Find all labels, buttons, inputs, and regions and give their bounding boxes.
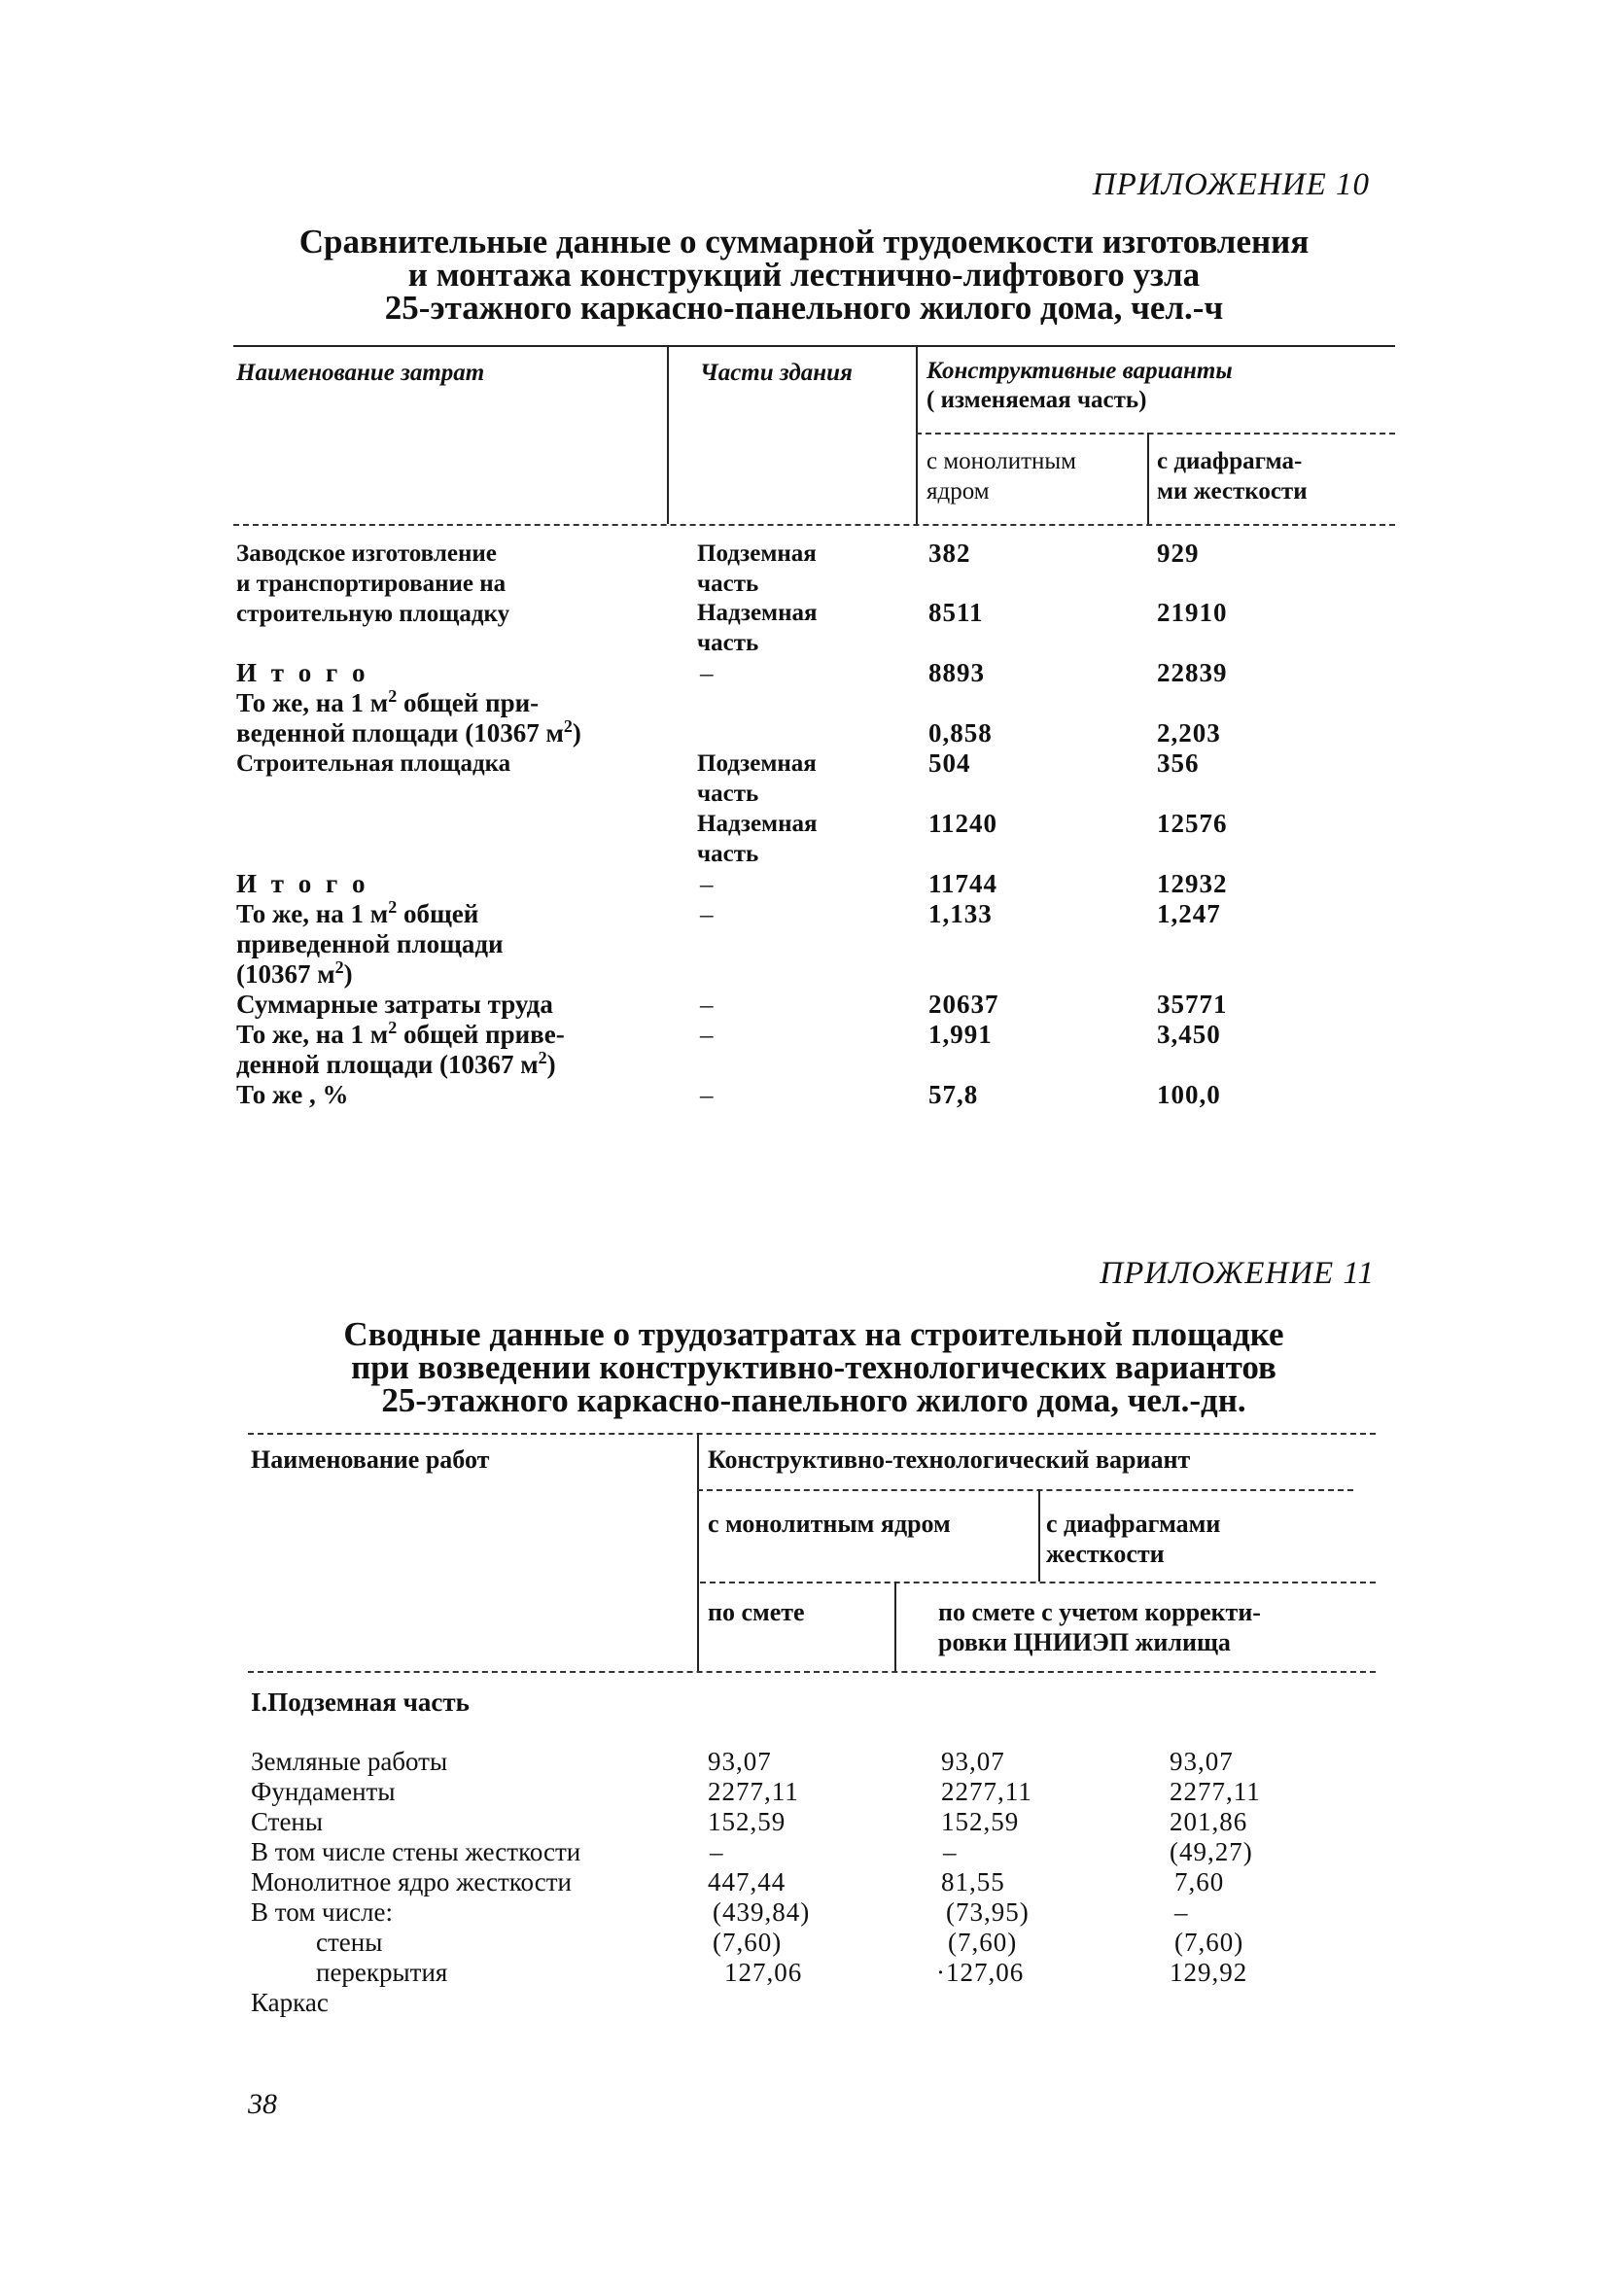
row-value-diaphragm: 129,92 bbox=[1170, 1958, 1248, 1987]
header-subrule bbox=[700, 1582, 1376, 1583]
row-value-estimate-corrected: ·127,06 bbox=[936, 1958, 1025, 1987]
row-part: – bbox=[700, 869, 714, 898]
row-name: Каркас bbox=[251, 1988, 329, 2017]
row-part: Надземная часть bbox=[697, 811, 818, 867]
row-name: Заводское изготовление и транспортирование на строительную площадку bbox=[236, 540, 510, 627]
row-name: То же, на 1 $м^2$ общей приведенной площади (10367 $м^2$) bbox=[236, 897, 504, 989]
row-value-diaphragm: – bbox=[1174, 1897, 1188, 1927]
row-value-estimate: – bbox=[710, 1837, 723, 1866]
header-monolith: с монолитным ядром bbox=[926, 448, 1076, 504]
row-value-monolith: 504 bbox=[928, 748, 971, 778]
table-top-rule bbox=[233, 345, 1395, 347]
row-value-monolith: 11240 bbox=[928, 809, 998, 838]
row-name: перекрытия bbox=[316, 1958, 448, 1987]
header-diaphragm: с диафрагма- ми жесткости bbox=[1157, 448, 1308, 504]
column-divider bbox=[1038, 1489, 1040, 1582]
column-divider bbox=[697, 1433, 699, 1671]
row-name: То же, на 1 $м^2$ общей при- веденной площади (10367 $м^2$) bbox=[236, 686, 581, 748]
column-divider bbox=[894, 1582, 896, 1671]
appendix-10-label: ПРИЛОЖЕНИЕ 10 bbox=[1092, 167, 1370, 202]
row-name: В том числе стены жесткости bbox=[251, 1837, 581, 1866]
row-value-estimate-corrected: 81,55 bbox=[941, 1867, 1005, 1896]
row-value-diaphragm: 201,86 bbox=[1170, 1807, 1248, 1836]
title-line: Сводные данные о трудозатратах на строительной площадке bbox=[343, 1315, 1284, 1353]
row-value-monolith: 1,133 bbox=[928, 899, 993, 928]
row-value-estimate-corrected: 93,07 bbox=[941, 1747, 1005, 1776]
title-line: 25-этажного каркасно-панельного жилого дома, чел.-ч bbox=[384, 289, 1224, 327]
row-value-monolith: 8893 bbox=[928, 658, 985, 687]
row-value-estimate: (439,84) bbox=[713, 1897, 811, 1927]
row-value-estimate: (7,60) bbox=[713, 1928, 783, 1957]
row-part: – bbox=[700, 1080, 714, 1109]
row-value-diaphragm: (7,60) bbox=[1174, 1928, 1244, 1957]
row-name: стены bbox=[316, 1928, 383, 1957]
row-value-diaphragm: 12932 bbox=[1157, 869, 1228, 898]
row-value-estimate-corrected: 152,59 bbox=[941, 1807, 1020, 1836]
appendix-10-title bbox=[194, 223, 1414, 327]
row-part: – bbox=[700, 899, 714, 928]
row-value-estimate-corrected: – bbox=[943, 1837, 957, 1866]
header-variants-sub: ( изменяемая часть) bbox=[926, 387, 1147, 413]
header-variants: Конструктивные варианты bbox=[926, 358, 1233, 384]
column-divider bbox=[1147, 433, 1149, 524]
row-value-diaphragm: 22839 bbox=[1157, 658, 1228, 687]
header-variant: Конструктивно-технологический вариант bbox=[708, 1445, 1191, 1474]
row-value-monolith: 57,8 bbox=[928, 1080, 979, 1109]
section-heading: I.Подземная часть bbox=[251, 1687, 470, 1717]
row-value-diaphragm: 2277,11 bbox=[1170, 1777, 1261, 1806]
row-value-diaphragm: 3,450 bbox=[1157, 1020, 1221, 1049]
row-value-diaphragm: (49,27) bbox=[1170, 1837, 1253, 1866]
column-divider bbox=[916, 345, 918, 524]
row-name: То же, на 1 $м^2$ общей приве- денной площади (10367 $м^2$) bbox=[236, 1018, 565, 1079]
row-name: И т о г о bbox=[236, 869, 369, 898]
row-part: – bbox=[700, 1020, 714, 1049]
header-name: Наименование затрат bbox=[236, 360, 485, 386]
row-part: – bbox=[700, 990, 714, 1019]
row-value-diaphragm: 21910 bbox=[1157, 598, 1228, 627]
row-value-estimate-corrected: (73,95) bbox=[946, 1897, 1030, 1927]
row-value-estimate: 93,07 bbox=[708, 1747, 772, 1776]
header-subrule bbox=[916, 433, 1395, 435]
header-bottom-rule bbox=[233, 524, 1395, 526]
row-name: В том числе: bbox=[251, 1897, 393, 1927]
header-parts: Части здания bbox=[700, 360, 853, 386]
row-value-monolith: 1,991 bbox=[928, 1020, 993, 1049]
table-top-rule bbox=[248, 1433, 1376, 1435]
header-by-estimate: по смете bbox=[708, 1598, 805, 1626]
row-name: Фундаменты bbox=[251, 1777, 396, 1806]
title-line: Сравнительные данные о суммарной трудоемкости изготовления bbox=[298, 223, 1310, 261]
header-name: Наименование работ bbox=[251, 1445, 490, 1474]
row-value-estimate: 127,06 bbox=[724, 1958, 803, 1987]
appendix-11-label: ПРИЛОЖЕНИЕ 11 bbox=[1100, 1256, 1375, 1291]
row-name: Монолитное ядро жесткости bbox=[251, 1867, 572, 1896]
row-value-estimate-corrected: 2277,11 bbox=[941, 1777, 1032, 1806]
row-value-monolith: 382 bbox=[928, 539, 971, 568]
row-name: И т о г о bbox=[236, 658, 369, 687]
title-line: при возведении конструктивно-технологических вариантов bbox=[351, 1348, 1276, 1386]
row-value-diaphragm: 100,0 bbox=[1157, 1080, 1221, 1109]
row-name: Суммарные затраты труда bbox=[236, 990, 553, 1019]
appendix-11-title bbox=[204, 1315, 1423, 1419]
row-value-diaphragm: 356 bbox=[1157, 748, 1200, 778]
row-part: Подземная часть bbox=[697, 750, 817, 807]
row-value-estimate: 152,59 bbox=[708, 1807, 787, 1836]
row-value-estimate: 447,44 bbox=[708, 1867, 787, 1896]
row-value-diaphragm: 2,203 bbox=[1157, 718, 1221, 748]
title-line: и монтажа конструкций лестнично-лифтового узла bbox=[407, 256, 1201, 294]
row-name: Земляные работы bbox=[251, 1747, 448, 1776]
title-line: 25-этажного каркасно-панельного жилого дома, чел.-дн. bbox=[381, 1381, 1246, 1419]
header-by-estimate-corrected: по смете с учетом корректи- ровки ЦНИИЭП жилища bbox=[938, 1598, 1261, 1656]
row-part: Подземная часть bbox=[697, 540, 817, 597]
row-part: Надземная часть bbox=[697, 600, 818, 656]
row-value-diaphragm: 1,247 bbox=[1157, 899, 1221, 928]
header-monolith: с монолитным ядром bbox=[708, 1510, 951, 1538]
row-name: Стены bbox=[251, 1807, 324, 1836]
row-value-monolith: 20637 bbox=[928, 990, 999, 1019]
row-value-diaphragm: 929 bbox=[1157, 539, 1200, 568]
row-name: Строительная площадка bbox=[236, 750, 511, 777]
header-subrule bbox=[697, 1489, 1353, 1491]
row-value-diaphragm: 7,60 bbox=[1174, 1867, 1225, 1896]
row-value-diaphragm: 93,07 bbox=[1170, 1747, 1234, 1776]
page-number: 38 bbox=[248, 2088, 277, 2120]
row-name: То же , % bbox=[236, 1080, 349, 1109]
row-value-monolith: 11744 bbox=[928, 869, 998, 898]
row-value-monolith: 8511 bbox=[928, 598, 984, 627]
row-value-monolith: 0,858 bbox=[928, 718, 993, 748]
column-divider bbox=[667, 345, 669, 524]
row-value-estimate: 2277,11 bbox=[708, 1777, 799, 1806]
row-value-estimate-corrected: (7,60) bbox=[948, 1928, 1018, 1957]
header-diaphragm: с диафрагмами жесткости bbox=[1046, 1510, 1221, 1568]
row-part: – bbox=[700, 658, 714, 687]
header-bottom-rule bbox=[248, 1671, 1376, 1673]
row-value-diaphragm: 35771 bbox=[1157, 990, 1228, 1019]
row-value-diaphragm: 12576 bbox=[1157, 809, 1228, 838]
